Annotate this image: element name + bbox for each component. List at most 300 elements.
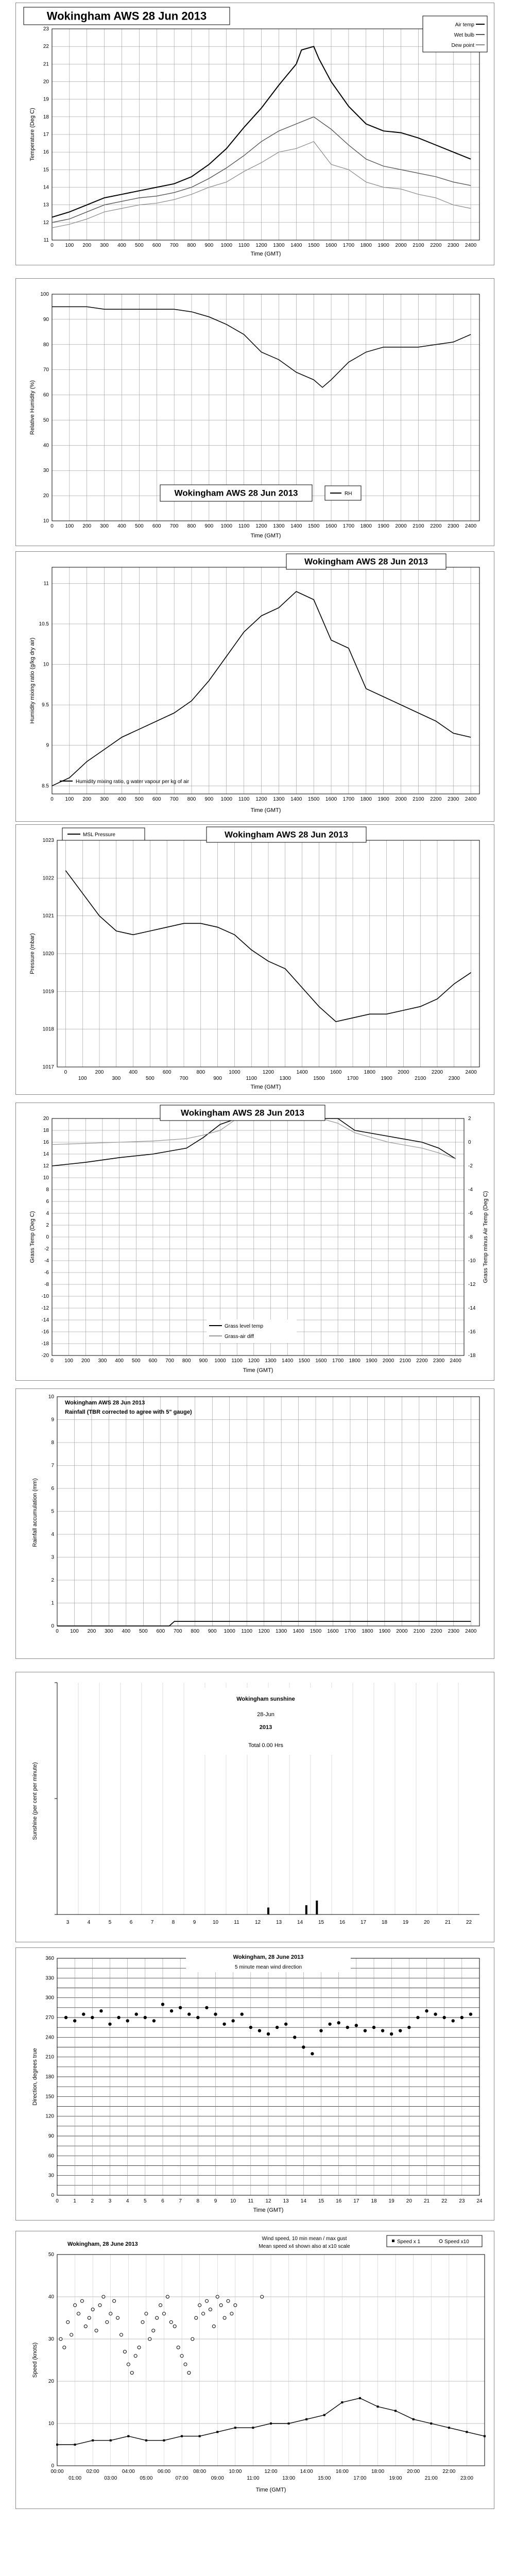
x-tick-label: 2200 <box>430 523 442 529</box>
x-tick-label: 300 <box>98 1358 107 1364</box>
x-tick-label: 22 <box>441 2198 448 2204</box>
direction-point <box>434 2012 437 2015</box>
y-tick-label: 22 <box>43 44 49 50</box>
x-tick-label: 16 <box>339 1920 346 1925</box>
x-tick-label: 17 <box>360 1920 367 1925</box>
y-tick-label: 150 <box>45 2094 54 2100</box>
x-tick-label: 1200 <box>255 243 267 248</box>
sunshine-chart <box>16 1672 494 1942</box>
x-tick-label: 300 <box>100 796 109 802</box>
x-tick-label: 15 <box>318 1920 324 1925</box>
plot-area <box>52 567 479 794</box>
direction-point <box>284 2023 287 2026</box>
x-tick-label: 700 <box>165 1358 174 1364</box>
y-tick-label: 2 <box>46 1223 49 1228</box>
y-tick-label: 10 <box>48 1394 54 1400</box>
x-axis-title: Time (GMT) <box>243 1367 273 1374</box>
chart-year: 2013 <box>259 1724 272 1731</box>
x-tick-label: 300 <box>100 243 109 248</box>
y-tick-label: -20 <box>41 1353 49 1359</box>
y2-tick-label: -2 <box>468 1163 473 1169</box>
direction-point <box>460 2016 464 2019</box>
x-tick-label: 13:00 <box>282 2476 296 2481</box>
y-tick-label: 8 <box>46 1187 49 1193</box>
x-tick-label: 500 <box>146 1076 154 1081</box>
speed-x1-point <box>430 2422 432 2425</box>
y-tick-label: 18 <box>43 114 49 120</box>
y-tick-label: 1017 <box>42 1064 54 1070</box>
x-tick-label: 2200 <box>430 243 442 248</box>
direction-point <box>311 2052 314 2055</box>
speed-x10-point <box>88 2316 91 2319</box>
x-tick-label: 24 <box>476 2198 483 2204</box>
x-tick-label: 0 <box>50 796 54 802</box>
x-tick-label: 100 <box>78 1076 87 1081</box>
x-axis-title: Time (GMT) <box>253 2207 284 2213</box>
direction-point <box>196 2016 199 2019</box>
x-tick-label: 100 <box>65 523 74 529</box>
x-tick-label: 0 <box>64 1070 67 1075</box>
sunshine-bar <box>316 1901 318 1914</box>
x-tick-label: 19 <box>388 2198 394 2204</box>
y2-tick-label: -16 <box>468 1329 476 1335</box>
speed-x10-point <box>148 2337 151 2341</box>
y2-axis-title: Grass Temp minus Air Temp (Deg C) <box>483 1191 489 1283</box>
chart-title: Wokingham AWS 28 Jun 2013 <box>225 829 348 840</box>
y-tick-label: 210 <box>45 2054 54 2060</box>
speed-x1-point <box>74 2444 76 2446</box>
x-tick-label: 8 <box>196 2198 200 2204</box>
speed-x10-point <box>173 2325 176 2328</box>
y-tick-label: -18 <box>41 1341 49 1347</box>
x-tick-label: 400 <box>117 243 126 248</box>
x-tick-label: 2400 <box>465 796 477 802</box>
x-tick-label: 02:00 <box>86 2469 99 2475</box>
legend-label: Air temp <box>455 22 474 28</box>
speed-x1-point <box>92 2439 94 2442</box>
x-tick-label: 1000 <box>214 1358 226 1364</box>
x-tick-label: 1000 <box>220 243 232 248</box>
speed-x10-point <box>152 2329 155 2332</box>
x-tick-label: 100 <box>65 796 74 802</box>
x-tick-label: 1800 <box>349 1358 360 1364</box>
y-tick-label: 100 <box>40 292 49 297</box>
direction-point <box>407 2026 410 2029</box>
y-tick-label: -4 <box>44 1258 49 1264</box>
x-tick-label: 22 <box>466 1920 472 1925</box>
x-tick-label: 17 <box>353 2198 359 2204</box>
direction-point <box>381 2029 384 2032</box>
y-tick-label: 0 <box>51 2463 54 2469</box>
y-tick-label: 14 <box>43 184 49 191</box>
y-tick-label: 360 <box>45 1956 54 1961</box>
legend-swatch <box>439 2240 442 2243</box>
x-axis-title: Time (GMT) <box>255 2487 286 2493</box>
x-tick-label: 05:00 <box>140 2476 153 2481</box>
x-tick-label: 600 <box>148 1358 158 1364</box>
x-tick-label: 300 <box>100 523 109 529</box>
x-tick-label: 1100 <box>246 1076 257 1081</box>
x-tick-label: 2300 <box>448 523 459 529</box>
x-tick-label: 400 <box>115 1358 124 1364</box>
legend-label: MSL Pressure <box>83 832 115 838</box>
x-tick-label: 1900 <box>377 523 389 529</box>
y-tick-label: 90 <box>43 316 49 323</box>
x-tick-label: 2 <box>91 2198 94 2204</box>
y-tick-label: 23 <box>43 26 49 32</box>
speed-x10-point <box>66 2320 70 2324</box>
chart-total: Total 0.00 Hrs <box>248 1742 283 1749</box>
x-tick-label: 1700 <box>342 523 355 529</box>
x-tick-label: 800 <box>196 1070 205 1075</box>
direction-point <box>82 2012 85 2015</box>
rainfall-chart <box>16 1389 494 1658</box>
y-tick-label: 11 <box>43 581 49 587</box>
speed-x10-point <box>84 2325 87 2328</box>
y-tick-label: 10.5 <box>39 621 49 627</box>
x-tick-label: 2400 <box>465 1070 477 1075</box>
y-axis-title: Speed (knots) <box>32 2342 38 2378</box>
speed-x10-point <box>212 2325 215 2328</box>
direction-point <box>267 2032 270 2036</box>
x-tick-label: 12:00 <box>264 2469 278 2475</box>
speed-x1-point <box>377 2405 379 2408</box>
y-axis-title: Grass Temp (Deg C) <box>29 1211 36 1263</box>
speed-x10-point <box>234 2303 237 2307</box>
speed-x10-point <box>169 2320 173 2324</box>
x-tick-label: 900 <box>204 243 214 248</box>
x-tick-label: 1800 <box>360 243 372 248</box>
y-tick-label: 90 <box>48 2133 54 2139</box>
x-tick-label: 400 <box>129 1070 138 1075</box>
y-tick-label: -14 <box>41 1317 49 1323</box>
y-tick-label: 10 <box>43 518 49 524</box>
x-tick-label: 1300 <box>265 1358 277 1364</box>
temperature-chart <box>16 3 494 265</box>
speed-x10-point <box>130 2371 133 2375</box>
direction-point <box>117 2016 120 2019</box>
x-tick-label: 500 <box>135 243 144 248</box>
direction-point <box>126 2019 129 2022</box>
x-tick-label: 1400 <box>290 243 302 248</box>
y-axis-title: Direction, degrees true <box>32 2048 38 2106</box>
x-tick-label: 2000 <box>382 1358 394 1364</box>
x-tick-label: 600 <box>152 243 161 248</box>
y-tick-label: 50 <box>48 2252 54 2258</box>
speed-x10-point <box>102 2295 105 2298</box>
y-tick-label: 20 <box>48 2379 54 2384</box>
x-tick-label: 11 <box>248 2198 254 2204</box>
speed-x1-point <box>359 2397 361 2399</box>
y-tick-label: 15 <box>43 167 49 173</box>
speed-x10-point <box>216 2295 219 2298</box>
x-tick-label: 1300 <box>273 243 285 248</box>
x-tick-label: 1200 <box>255 796 267 802</box>
x-tick-label: 1400 <box>290 796 302 802</box>
x-tick-label: 3 <box>66 1920 70 1925</box>
x-tick-label: 2000 <box>395 243 407 248</box>
y-tick-label: 1021 <box>42 913 54 919</box>
y-tick-label: 180 <box>45 2074 54 2080</box>
x-tick-label: 900 <box>204 523 214 529</box>
x-tick-label: 1100 <box>238 243 250 248</box>
direction-point <box>135 2012 138 2015</box>
y-tick-label: 240 <box>45 2035 54 2041</box>
x-tick-label: 01:00 <box>68 2476 82 2481</box>
x-tick-label: 200 <box>95 1070 104 1075</box>
x-tick-label: 0 <box>56 1629 59 1634</box>
y-tick-label: 10 <box>43 662 49 668</box>
speed-x10-point <box>91 2308 94 2311</box>
y-tick-label: 40 <box>48 2294 54 2300</box>
chart-note: Mean speed x4 shown also at x10 scale <box>259 2244 350 2249</box>
speed-x10-point <box>209 2308 212 2311</box>
speed-x10-point <box>261 2295 264 2298</box>
speed-x10-point <box>163 2312 166 2315</box>
x-tick-label: 13 <box>283 2198 289 2204</box>
y-tick-label: 10 <box>48 2421 54 2427</box>
x-tick-label: 200 <box>82 243 92 248</box>
chart-title: Wokingham, 28 June 2013 <box>233 1954 304 1960</box>
speed-x1-point <box>288 2422 290 2425</box>
y-tick-label: 330 <box>45 1975 54 1981</box>
y-axis-title: Temperature (Deg C) <box>29 108 36 161</box>
speed-x10-point <box>156 2316 159 2319</box>
x-tick-label: 1600 <box>315 1358 327 1364</box>
legend-label: Speed x 1 <box>397 2239 421 2245</box>
grass-temp-chart <box>16 1103 494 1380</box>
x-tick-label: 20 <box>406 2198 412 2204</box>
x-tick-label: 1500 <box>308 243 320 248</box>
y-tick-label: 11 <box>43 238 49 243</box>
speed-x10-point <box>141 2320 144 2324</box>
x-axis-title: Time (GMT) <box>250 1084 281 1090</box>
x-tick-label: 1 <box>73 2198 76 2204</box>
speed-x10-point <box>205 2299 209 2302</box>
x-tick-label: 1900 <box>366 1358 377 1364</box>
chart-title: Wokingham AWS 28 Jun 2013 <box>304 556 428 567</box>
legend-label: Grass level temp <box>225 1324 264 1329</box>
y2-tick-label: -12 <box>468 1282 476 1287</box>
y-tick-label: 21 <box>43 61 49 67</box>
speed-x1-point <box>252 2427 254 2429</box>
x-tick-label: 16:00 <box>335 2469 349 2475</box>
y-tick-label: 50 <box>43 417 49 423</box>
x-tick-label: 2000 <box>395 796 407 802</box>
x-tick-label: 500 <box>135 796 144 802</box>
speed-x10-point <box>223 2316 226 2319</box>
speed-x1-point <box>234 2427 236 2429</box>
x-tick-label: 12 <box>265 2198 271 2204</box>
y-tick-label: 16 <box>43 1140 49 1145</box>
x-tick-label: 2100 <box>413 243 424 248</box>
x-tick-label: 700 <box>173 1629 182 1634</box>
x-tick-label: 1000 <box>229 1070 241 1075</box>
y2-tick-label: -14 <box>468 1306 476 1311</box>
y-tick-label: 30 <box>48 2173 54 2179</box>
x-tick-label: 0 <box>50 243 54 248</box>
x-tick-label: 1400 <box>290 523 302 529</box>
x-tick-label: 11 <box>234 1920 239 1925</box>
y-tick-label: 70 <box>43 367 49 373</box>
y-tick-label: 4 <box>51 1532 54 1537</box>
x-tick-label: 1100 <box>238 796 250 802</box>
y2-tick-label: -18 <box>468 1353 476 1359</box>
x-tick-label: 800 <box>187 796 196 802</box>
y-tick-label: 5 <box>51 1509 54 1515</box>
direction-point <box>364 2029 367 2032</box>
direction-point <box>214 2012 217 2015</box>
x-tick-label: 200 <box>81 1358 90 1364</box>
x-tick-label: 2400 <box>465 243 477 248</box>
chart-title: Wokingham AWS 28 Jun 2013 <box>181 1108 304 1118</box>
x-axis-title: Time (GMT) <box>250 807 281 814</box>
speed-x1-point <box>110 2439 112 2442</box>
y-tick-label: 12 <box>43 1163 49 1169</box>
x-axis-title: Time (GMT) <box>250 251 281 257</box>
x-tick-label: 1700 <box>332 1358 344 1364</box>
x-tick-label: 10 <box>230 2198 236 2204</box>
y-tick-label: 20 <box>43 79 49 85</box>
chart-title: Wokingham AWS 28 Jun 2013 <box>65 1400 145 1406</box>
y-tick-label: 2 <box>51 1578 54 1583</box>
direction-point <box>64 2016 67 2019</box>
speed-x10-point <box>59 2337 62 2341</box>
x-tick-label: 100 <box>64 1358 73 1364</box>
x-tick-label: 18 <box>381 1920 388 1925</box>
x-tick-label: 900 <box>204 796 214 802</box>
x-tick-label: 13 <box>276 1920 282 1925</box>
x-tick-label: 700 <box>169 523 179 529</box>
speed-x1-point <box>448 2427 450 2429</box>
direction-point <box>355 2024 358 2027</box>
x-tick-label: 14:00 <box>300 2469 313 2475</box>
legend-label: RH <box>345 491 352 497</box>
x-tick-label: 2100 <box>415 1076 426 1081</box>
direction-point <box>249 2026 252 2029</box>
y-tick-label: -8 <box>44 1282 49 1287</box>
x-tick-label: 1800 <box>360 796 372 802</box>
direction-point <box>170 2009 173 2012</box>
speed-x10-point <box>230 2312 233 2315</box>
x-tick-label: 04:00 <box>122 2469 135 2475</box>
y-tick-label: 1022 <box>42 875 54 882</box>
direction-point <box>293 2036 296 2039</box>
y-tick-label: 9 <box>46 742 49 749</box>
direction-point <box>205 2006 208 2009</box>
x-tick-label: 600 <box>162 1070 171 1075</box>
y-tick-label: -2 <box>44 1246 49 1252</box>
legend-label: Dew point <box>451 43 474 48</box>
speed-x10-point <box>127 2363 130 2366</box>
speed-x10-point <box>98 2303 101 2307</box>
x-tick-label: 09:00 <box>211 2476 224 2481</box>
x-tick-label: 1700 <box>347 1076 359 1081</box>
y-tick-label: 8 <box>51 1440 54 1446</box>
y-tick-label: 16 <box>43 149 49 156</box>
speed-x1-point <box>270 2422 272 2425</box>
x-tick-label: 300 <box>112 1076 121 1081</box>
direction-point <box>319 2029 322 2032</box>
x-tick-label: 1200 <box>248 1358 260 1364</box>
x-tick-label: 200 <box>82 523 92 529</box>
x-tick-label: 1900 <box>379 1629 391 1634</box>
speed-x1-point <box>163 2439 165 2442</box>
y2-tick-label: 2 <box>468 1116 471 1122</box>
x-tick-label: 06:00 <box>157 2469 171 2475</box>
x-tick-label: 700 <box>169 243 179 248</box>
x-tick-label: 12 <box>254 1920 261 1925</box>
speed-x10-point <box>138 2346 141 2349</box>
x-tick-label: 2100 <box>413 523 424 529</box>
x-tick-label: 1000 <box>220 796 232 802</box>
direction-point <box>231 2019 234 2022</box>
x-tick-label: 1200 <box>262 1070 274 1075</box>
x-tick-label: 2200 <box>430 796 442 802</box>
x-tick-label: 1600 <box>325 796 337 802</box>
x-tick-label: 700 <box>169 796 179 802</box>
direction-point <box>372 2026 375 2029</box>
x-tick-label: 1600 <box>325 243 337 248</box>
x-tick-label: 2100 <box>399 1358 411 1364</box>
y-tick-label: 1020 <box>42 951 54 957</box>
chart-subtitle: Rainfall (TBR corrected to agree with 5" gauge) <box>65 1409 192 1415</box>
x-tick-label: 08:00 <box>193 2469 207 2475</box>
speed-x1-point <box>413 2418 415 2420</box>
x-tick-label: 14 <box>297 1920 303 1925</box>
x-tick-label: 23 <box>459 2198 465 2204</box>
speed-x10-point <box>198 2303 201 2307</box>
x-tick-label: 1000 <box>224 1629 235 1634</box>
speed-x1-point <box>394 2410 397 2412</box>
x-tick-label: 2300 <box>448 1629 459 1634</box>
x-tick-label: 800 <box>182 1358 191 1364</box>
speed-x10-point <box>109 2312 112 2315</box>
x-tick-label: 500 <box>135 523 144 529</box>
chart-subtitle: 5 minute mean wind direction <box>234 1964 302 1970</box>
x-tick-label: 2300 <box>448 243 459 248</box>
legend-label: Humidity mixing ratio, g water vapour per kg of air <box>76 779 190 785</box>
x-tick-label: 22:00 <box>442 2469 456 2475</box>
y-tick-label: -12 <box>41 1306 49 1311</box>
chart-subtitle: Wind speed, 10 min mean / max gust <box>262 2236 347 2242</box>
pressure-chart <box>16 825 494 1094</box>
temperature-chart-panel <box>15 3 494 265</box>
x-tick-label: 2300 <box>433 1358 445 1364</box>
speed-x1-point <box>484 2435 486 2437</box>
direction-point <box>346 2026 349 2029</box>
direction-point <box>73 2019 76 2022</box>
x-tick-label: 100 <box>65 243 74 248</box>
y-tick-label: 18 <box>43 1128 49 1133</box>
direction-point <box>337 2021 340 2024</box>
y-tick-label: -6 <box>44 1270 49 1276</box>
y-tick-label: 6 <box>46 1199 49 1205</box>
wind-direction-chart-panel <box>15 1947 494 2221</box>
x-tick-label: 2200 <box>431 1629 442 1634</box>
mixing-ratio-chart <box>16 552 494 821</box>
speed-x1-point <box>323 2414 325 2416</box>
x-tick-label: 8 <box>171 1920 175 1925</box>
x-tick-label: 2300 <box>448 796 459 802</box>
x-tick-label: 400 <box>117 523 126 529</box>
sunshine-chart-panel <box>15 1672 494 1942</box>
direction-point <box>258 2029 261 2032</box>
grass-temp-chart-panel <box>15 1103 494 1381</box>
x-tick-label: 800 <box>187 523 196 529</box>
wind-speed-chart-panel <box>15 2231 494 2509</box>
y-tick-label: 8.5 <box>42 783 49 789</box>
